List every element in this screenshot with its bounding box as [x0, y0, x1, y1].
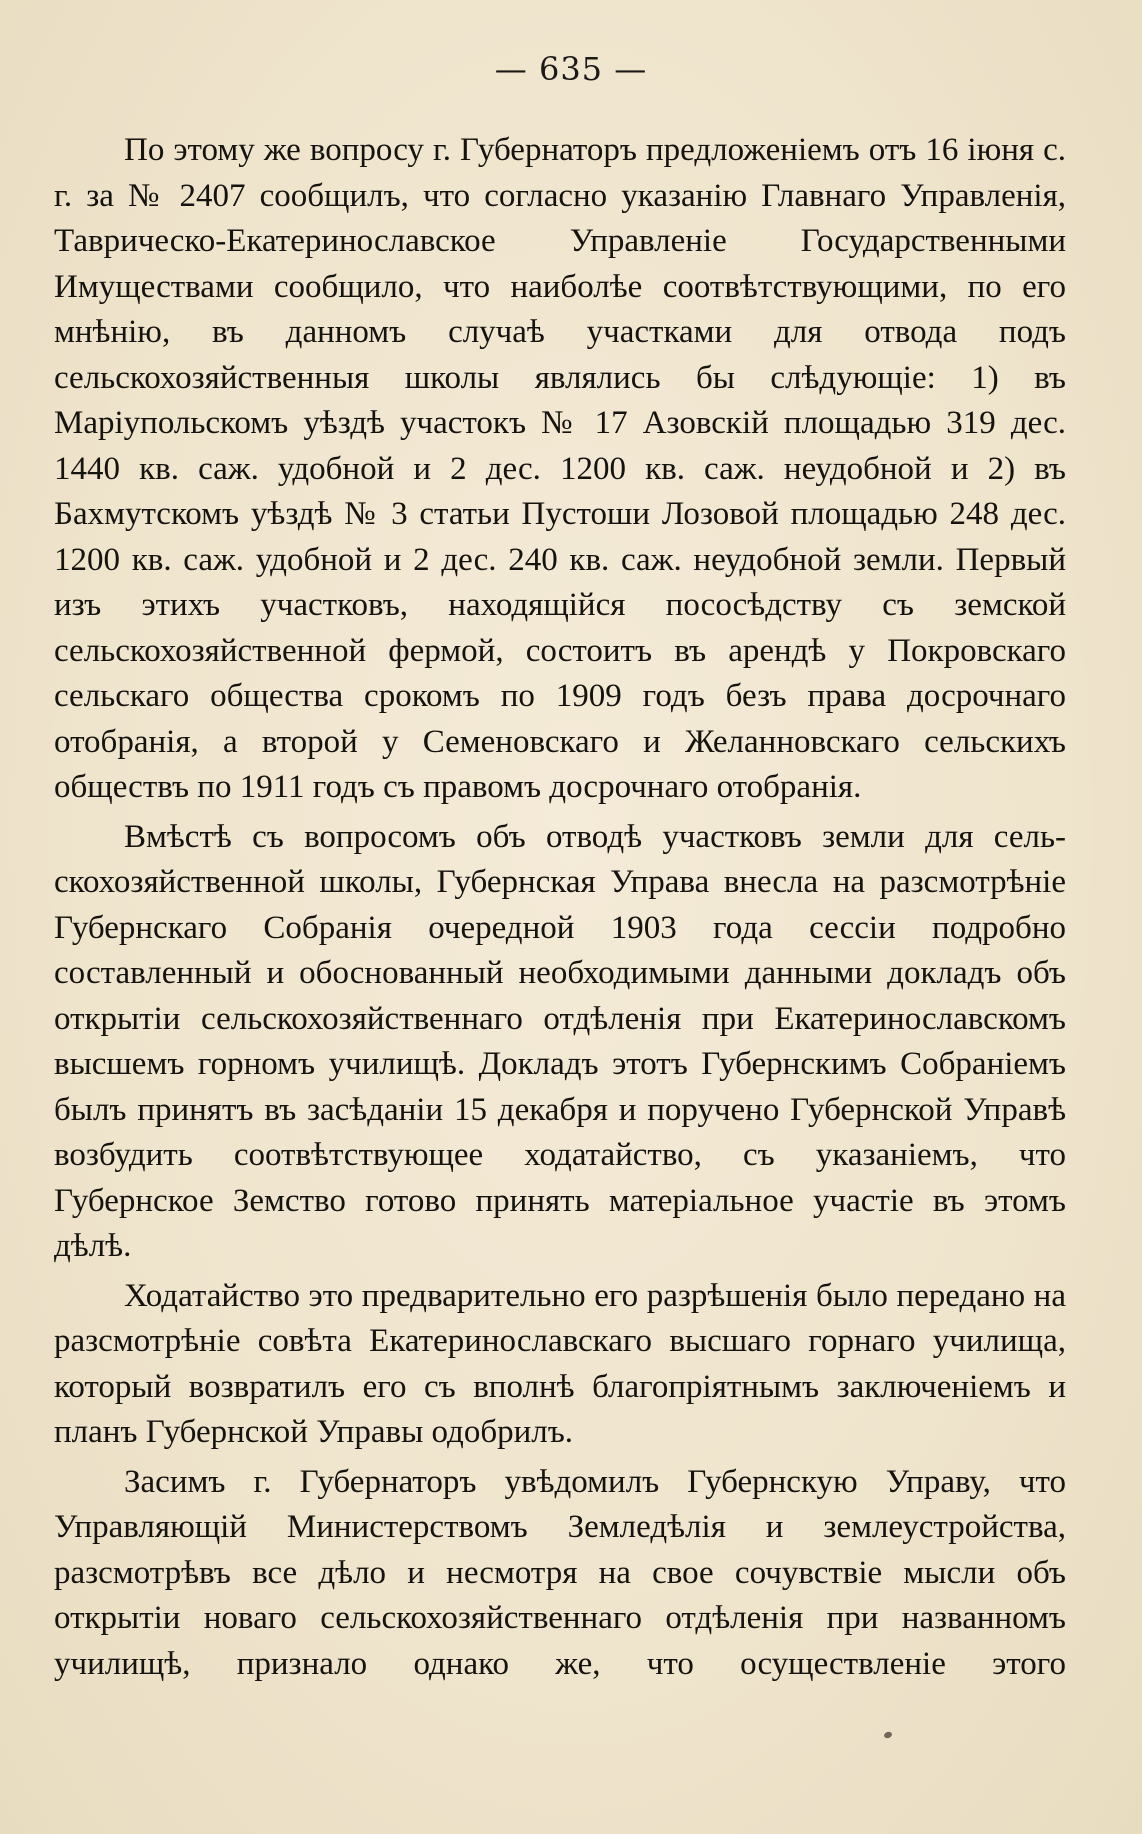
ink-smudge: [883, 1731, 893, 1739]
paragraph-1: По этому же вопросу г. Губернаторъ предложеніемъ отъ 16 іюня с. г. за № 2407 сообщилъ, что согласно указанію Главнаго Управленія, Таврическо-Екатеринославское Управленіе Государственными Имуществами сообщило, что наиболѣе соотвѣтствующими, по его мнѣнію, въ данномъ случаѣ участками для отвода подъ сельскохозяйственныя школы являлись бы слѣдующіе: 1) въ Маріупольскомъ уѣздѣ участокъ № 17 Азовскій площадью 319 дес. 1440 кв. саж. удобной и 2 дес. 1200 кв. саж. неудобной и 2) въ Бахмутскомъ уѣздѣ № 3 статьи Пустоши Лозовой площадью 248 дес. 1200 кв. саж. удобной и 2 дес. 240 кв. саж. неудобной земли. Первый изъ этихъ участковъ, находящійся пососѣдству съ земской сельскохозяйственной фермой, состоитъ въ арендѣ у Покровскаго сельскаго общества срокомъ по 1909 годъ безъ права досрочнаго отобранія, а второй у Семеновскаго и Желанновскаго сельскихъ обществъ по 1911 годъ съ правомъ досрочнаго отобранія.: [54, 132, 1066, 805]
paragraph-3: Ходатайство это предварительно его разрѣшенія было передано на разсмотрѣніе совѣта Екатеринославскаго высшаго горнаго училища, который возвратилъ его съ вполнѣ благопріятнымъ заключеніемъ и планъ Губернской Управы одобрилъ.: [54, 1277, 1066, 1450]
paragraph-4: Засимъ г. Губернаторъ увѣдомилъ Губернскую Управу, что Управляющій Министерствомъ Земледѣлія и землеустройства, разсмотрѣвъ все дѣло и несмотря на свое сочувствіе мысли объ открытіи новаго сельскохозяйственнаго отдѣленія при названномъ училищѣ, признало однако же, что осуществленіе этого: [54, 1463, 1066, 1682]
page-number: — 635 —: [494, 50, 648, 88]
body-text: [54, 128, 1066, 1691]
paragraph-2: Вмѣстѣ съ вопросомъ объ отводѣ участковъ земли для сельскохозяйственной школы, Губернская Управа внесла на разсмотрѣніе Губернскаго Собранія очередной 1903 года сессіи подробно составленный и обоснованный необходимыми данными докладъ объ открытіи сельскохозяйственнаго отдѣленія при Екатеринославскомъ высшемъ горномъ училищѣ. Докладъ этотъ Губернскимъ Собраніемъ былъ принятъ въ засѣданіи 15 декабря и поручено Губернской Управѣ возбудить соотвѣтствующее ходатайство, съ указаніемъ, что Губернское Земство готово принять матеріальное участіе въ этомъ дѣлѣ.: [54, 818, 1066, 1264]
